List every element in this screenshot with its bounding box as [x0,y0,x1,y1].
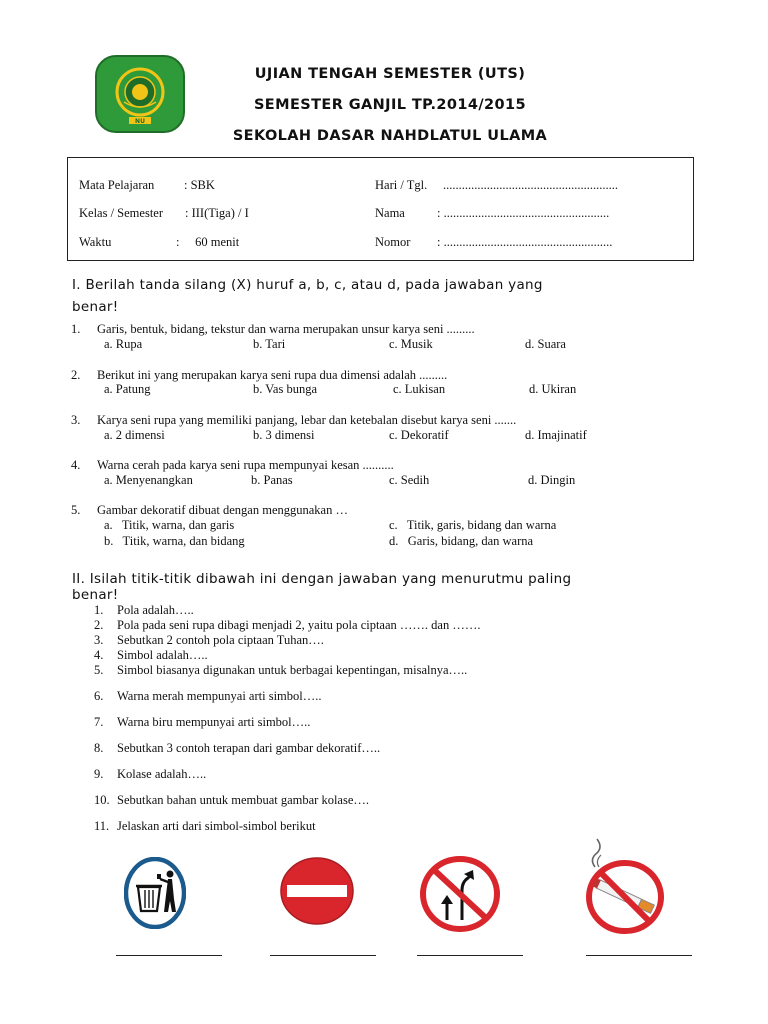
option-b[interactable]: b. Tari [253,337,286,351]
option-c[interactable]: c. Dekoratif [389,428,449,442]
answer-blank[interactable] [116,955,222,956]
item-text: Pola adalah….. [117,603,194,617]
answer-blank[interactable] [417,955,523,956]
option-c[interactable]: c. Sedih [389,473,430,487]
item-number: 7. [94,715,104,729]
question-number: 2. [71,368,81,382]
item-number: 8. [94,741,104,755]
question-text: Karya seni rupa yang memiliki panjang, lebar dan ketebalan disebut karya seni ....... [97,413,517,427]
question-text: Warna cerah pada karya seni rupa mempunyai kesan .......... [97,458,394,472]
option-b[interactable]: b. 3 dimensi [253,428,315,442]
item-text: Sebutkan 2 contoh pola ciptaan Tuhan…. [117,633,324,647]
answer-blank[interactable] [586,955,692,956]
mapel-value: : SBK [184,178,215,192]
item-text: Simbol biasanya digunakan untuk berbagai kepentingan, misalnya….. [117,663,468,677]
question-number: 1. [71,322,81,336]
option-b[interactable]: b. Titik, warna, dan bidang [104,534,245,548]
mapel-label: Mata Pelajaran [79,178,155,192]
item-number: 9. [94,767,104,781]
question-number: 4. [71,458,81,472]
item-text: Sebutkan bahan untuk membuat gambar kolase…. [117,793,370,807]
item-number: 6. [94,689,104,703]
nomor-field[interactable]: : ...................................................... [437,235,613,249]
option-b[interactable]: b. Vas bunga [253,382,318,396]
item-text: Sebutkan 3 contoh terapan dari gambar dekoratif….. [117,741,381,755]
no-smoking-sign-icon [583,837,667,935]
option-a[interactable]: a. Titik, warna, dan garis [104,518,235,532]
option-c[interactable]: c. Titik, garis, bidang dan warna [389,518,557,532]
question-text: Gambar dekoratif dibuat dengan menggunakan … [97,503,348,517]
section2-title-cont: benar! [72,587,119,603]
item-text: Warna merah mempunyai arti simbol….. [117,689,322,703]
option-a[interactable]: a. 2 dimensi [104,428,165,442]
question-number: 5. [71,503,81,517]
option-b[interactable]: b. Panas [251,473,293,487]
kelas-label: Kelas / Semester [79,206,164,220]
item-text: Kolase adalah….. [117,767,207,781]
nama-label: Nama [375,206,405,220]
hari-label: Hari / Tgl. [375,178,428,192]
answer-blank[interactable] [270,955,376,956]
no-overtaking-sign-icon [418,854,502,934]
nama-field[interactable]: : ..................................................... [437,206,610,220]
item-text: Warna biru mempunyai arti simbol….. [117,715,311,729]
school-name: SEKOLAH DASAR NAHDLATUL ULAMA [232,128,548,144]
section2-title: II. Isilah titik-titik dibawah ini dengan jawaban yang menurutmu paling [72,571,572,587]
item-text: Jelaskan arti dari simbol-simbol berikut [117,819,316,833]
question-text: Garis, bentuk, bidang, tekstur dan warna merupakan unsur karya seni ......... [97,322,475,336]
hari-field[interactable]: ........................................................ [443,178,618,192]
option-a[interactable]: a. Menyenangkan [104,473,193,487]
item-number: 3. [94,633,104,647]
no-entry-sign-icon [278,856,356,926]
logo-caption: NU [135,118,145,125]
option-d[interactable]: d. Garis, bidang, dan warna [389,534,534,548]
option-c[interactable]: c. Musik [389,337,433,351]
item-text: Simbol adalah….. [117,648,208,662]
item-number: 4. [94,648,104,662]
waktu-label: Waktu [79,235,112,249]
item-number: 5. [94,663,104,677]
item-text: Pola pada seni rupa dibagi menjadi 2, yaitu pola ciptaan ……. dan ……. [117,618,481,632]
option-d[interactable]: d. Imajinatif [525,428,587,442]
question-text: Berikut ini yang merupakan karya seni rupa dua dimensi adalah ......... [97,368,448,382]
waktu-value: : 60 menit [176,235,240,249]
question-number: 3. [71,413,81,427]
kelas-value: : III(Tiga) / I [185,206,249,220]
section1-title-cont: benar! [72,299,119,315]
trash-bin-sign-icon [124,857,186,929]
item-number: 1. [94,603,104,617]
item-number: 11. [94,819,110,833]
option-d[interactable]: d. Dingin [528,473,576,487]
nomor-label: Nomor [375,235,411,249]
option-a[interactable]: a. Patung [104,382,151,396]
exam-title: UJIAN TENGAH SEMESTER (UTS) [254,66,526,82]
item-number: 10. [94,793,110,807]
section1-title: I. Berilah tanda silang (X) huruf a, b, c, atau d, pada jawaban yang [72,277,543,293]
option-a[interactable]: a. Rupa [104,337,143,351]
option-c[interactable]: c. Lukisan [393,382,446,396]
option-d[interactable]: d. Ukiran [529,382,577,396]
semester-title: SEMESTER GANJIL TP.2014/2015 [253,97,527,113]
item-number: 2. [94,618,104,632]
option-d[interactable]: d. Suara [525,337,566,351]
